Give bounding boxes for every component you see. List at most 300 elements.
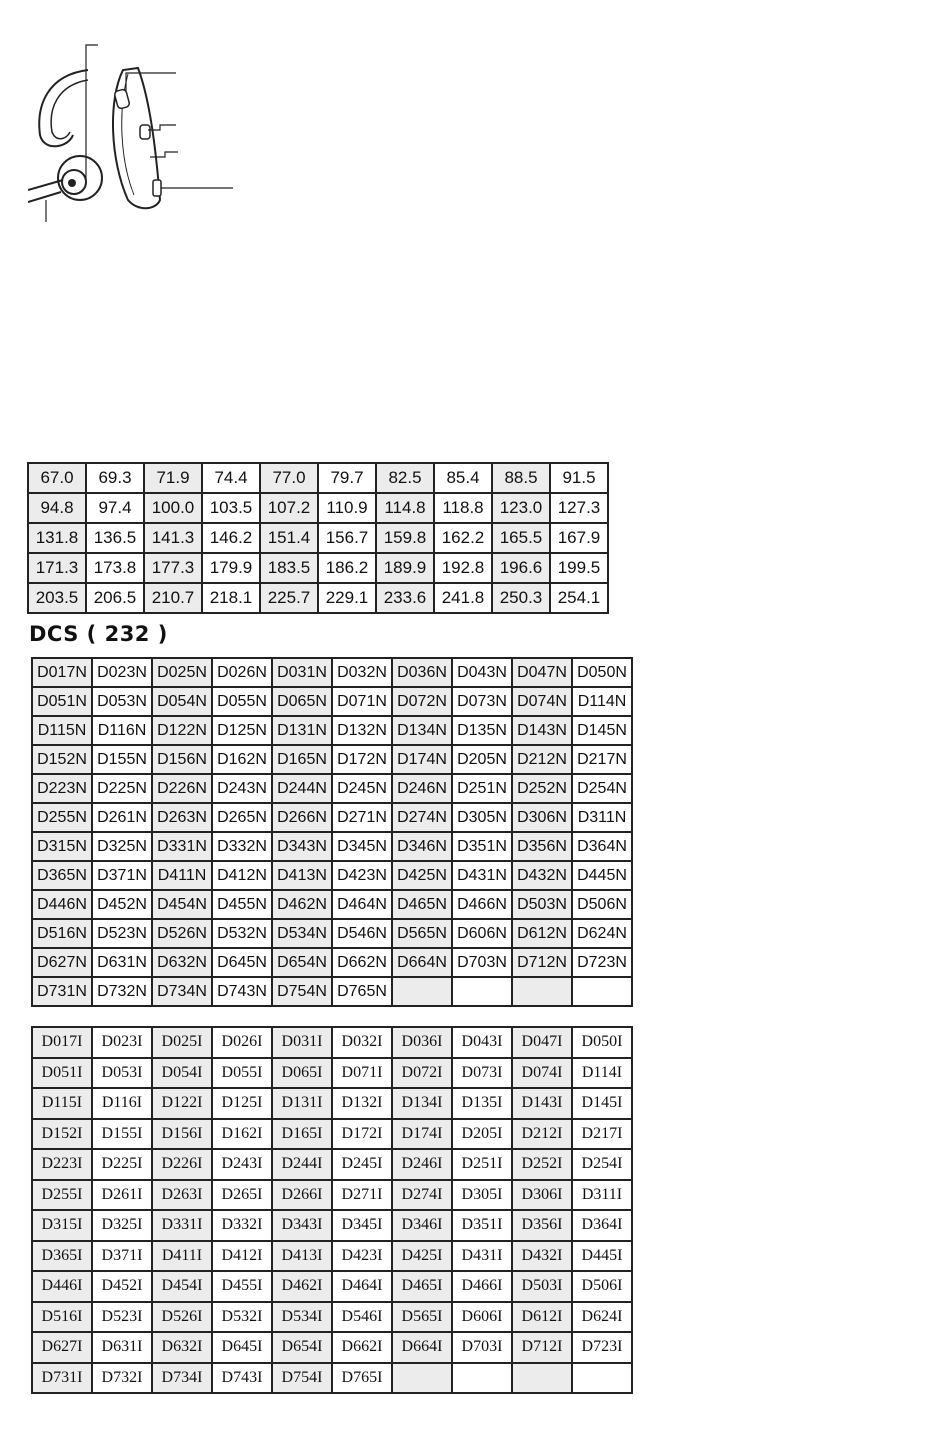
- dcs-normal-cell: D145N: [572, 716, 632, 745]
- dcs-normal-cell: D565N: [392, 919, 452, 948]
- dcs-inverted-cell: D343I: [272, 1210, 332, 1241]
- dcs-normal-cell: D122N: [152, 716, 212, 745]
- dcs-normal-cell: [392, 977, 452, 1006]
- dcs-inverted-cell: D263I: [152, 1180, 212, 1211]
- ctcss-cell: 91.5: [550, 463, 608, 493]
- dcs-normal-cell: D343N: [272, 832, 332, 861]
- dcs-normal-cell: D306N: [512, 803, 572, 832]
- dcs-inverted-cell: D134I: [392, 1088, 452, 1119]
- ctcss-cell: 229.1: [318, 583, 376, 613]
- dcs-normal-cell: D155N: [92, 745, 152, 774]
- dcs-normal-cell: D532N: [212, 919, 272, 948]
- ctcss-cell: 162.2: [434, 523, 492, 553]
- dcs-inverted-cell: D116I: [92, 1088, 152, 1119]
- dcs-inverted-cell: D017I: [32, 1027, 92, 1058]
- table-row: [32, 977, 632, 1006]
- dcs-inverted-cell: D243I: [212, 1149, 272, 1180]
- dcs-inverted-cell: D506I: [572, 1271, 632, 1302]
- dcs-inverted-cell: D464I: [332, 1271, 392, 1302]
- dcs-normal-cell: D654N: [272, 948, 332, 977]
- dcs-normal-cell: D025N: [152, 658, 212, 687]
- ctcss-cell: 165.5: [492, 523, 550, 553]
- dcs-normal-cell: D036N: [392, 658, 452, 687]
- dcs-inverted-cell: D332I: [212, 1210, 272, 1241]
- ctcss-cell: 196.6: [492, 553, 550, 583]
- dcs-inverted-cell: D251I: [452, 1149, 512, 1180]
- dcs-inverted-cell: D423I: [332, 1241, 392, 1272]
- dcs-inverted-cell: D631I: [92, 1332, 152, 1363]
- dcs-inverted-cell: D526I: [152, 1302, 212, 1333]
- table-row: [32, 1088, 632, 1119]
- dcs-normal-cell: D506N: [572, 890, 632, 919]
- dcs-inverted-cell: D252I: [512, 1149, 572, 1180]
- dcs-inverted-cell: D624I: [572, 1302, 632, 1333]
- dcs-inverted-cell: D534I: [272, 1302, 332, 1333]
- ctcss-cell: 186.2: [318, 553, 376, 583]
- ctcss-cell: 167.9: [550, 523, 608, 553]
- dcs-normal-cell: D413N: [272, 861, 332, 890]
- dcs-normal-cell: D464N: [332, 890, 392, 919]
- dcs-normal-cell: D162N: [212, 745, 272, 774]
- dcs-inverted-cell: D411I: [152, 1241, 212, 1272]
- dcs-normal-cell: D606N: [452, 919, 512, 948]
- dcs-inverted-cell: D050I: [572, 1027, 632, 1058]
- dcs-inverted-table: [31, 1026, 633, 1394]
- dcs-inverted-cell: D047I: [512, 1027, 572, 1058]
- dcs-normal-cell: D054N: [152, 687, 212, 716]
- dcs-inverted-cell: D654I: [272, 1332, 332, 1363]
- dcs-inverted-cell: D734I: [152, 1363, 212, 1394]
- dcs-inverted-cell: D345I: [332, 1210, 392, 1241]
- table-row: [32, 1210, 632, 1241]
- ctcss-cell: 141.3: [144, 523, 202, 553]
- dcs-normal-cell: D261N: [92, 803, 152, 832]
- dcs-normal-cell: D072N: [392, 687, 452, 716]
- dcs-inverted-cell: D743I: [212, 1363, 272, 1394]
- ctcss-cell: 127.3: [550, 493, 608, 523]
- dcs-normal-cell: D411N: [152, 861, 212, 890]
- dcs-inverted-cell: D143I: [512, 1088, 572, 1119]
- dcs-normal-cell: D445N: [572, 861, 632, 890]
- dcs-inverted-cell: D174I: [392, 1119, 452, 1150]
- dcs-normal-cell: D723N: [572, 948, 632, 977]
- dcs-inverted-cell: D425I: [392, 1241, 452, 1272]
- dcs-inverted-cell: D465I: [392, 1271, 452, 1302]
- dcs-inverted-cell: D413I: [272, 1241, 332, 1272]
- dcs-inverted-cell: D205I: [452, 1119, 512, 1150]
- dcs-normal-cell: D364N: [572, 832, 632, 861]
- dcs-normal-cell: D546N: [332, 919, 392, 948]
- dcs-normal-cell: D053N: [92, 687, 152, 716]
- table-row: [32, 861, 632, 890]
- dcs-normal-cell: D432N: [512, 861, 572, 890]
- table-row: [32, 687, 632, 716]
- dcs-normal-cell: D371N: [92, 861, 152, 890]
- dcs-normal-cell: D226N: [152, 774, 212, 803]
- ctcss-cell: 203.5: [28, 583, 86, 613]
- dcs-normal-cell: D431N: [452, 861, 512, 890]
- table-row: [28, 463, 608, 493]
- dcs-inverted-cell: D135I: [452, 1088, 512, 1119]
- dcs-inverted-cell: D703I: [452, 1332, 512, 1363]
- ctcss-cell: 118.8: [434, 493, 492, 523]
- ctcss-cell: 94.8: [28, 493, 86, 523]
- table-row: [32, 1363, 632, 1394]
- dcs-normal-cell: D131N: [272, 716, 332, 745]
- dcs-inverted-cell: D606I: [452, 1302, 512, 1333]
- dcs-inverted-cell: D043I: [452, 1027, 512, 1058]
- ctcss-cell: 241.8: [434, 583, 492, 613]
- dcs-inverted-cell: D131I: [272, 1088, 332, 1119]
- dcs-inverted-cell: D305I: [452, 1180, 512, 1211]
- dcs-normal-cell: D152N: [32, 745, 92, 774]
- ctcss-table: [27, 462, 609, 614]
- dcs-heading: DCS ( 232 ): [29, 622, 168, 646]
- dcs-inverted-cell: D156I: [152, 1119, 212, 1150]
- ctcss-cell: 210.7: [144, 583, 202, 613]
- dcs-normal-cell: D032N: [332, 658, 392, 687]
- dcs-normal-cell: D251N: [452, 774, 512, 803]
- dcs-inverted-cell: D172I: [332, 1119, 392, 1150]
- dcs-inverted-cell: D632I: [152, 1332, 212, 1363]
- dcs-inverted-cell: D315I: [32, 1210, 92, 1241]
- dcs-normal-cell: D217N: [572, 745, 632, 774]
- ctcss-cell: 159.8: [376, 523, 434, 553]
- dcs-normal-cell: D071N: [332, 687, 392, 716]
- dcs-normal-cell: D712N: [512, 948, 572, 977]
- dcs-normal-cell: D423N: [332, 861, 392, 890]
- dcs-normal-cell: D743N: [212, 977, 272, 1006]
- dcs-normal-cell: D523N: [92, 919, 152, 948]
- dcs-inverted-cell: [452, 1363, 512, 1394]
- ctcss-cell: 250.3: [492, 583, 550, 613]
- dcs-inverted-cell: D217I: [572, 1119, 632, 1150]
- table-row: [28, 523, 608, 553]
- dcs-normal-cell: D332N: [212, 832, 272, 861]
- table-row: [32, 745, 632, 774]
- dcs-inverted-cell: D664I: [392, 1332, 452, 1363]
- ctcss-cell: 173.8: [86, 553, 144, 583]
- dcs-inverted-cell: D023I: [92, 1027, 152, 1058]
- dcs-normal-cell: D754N: [272, 977, 332, 1006]
- dcs-normal-cell: D017N: [32, 658, 92, 687]
- dcs-normal-cell: D503N: [512, 890, 572, 919]
- dcs-inverted-cell: D371I: [92, 1241, 152, 1272]
- dcs-inverted-cell: D162I: [212, 1119, 272, 1150]
- dcs-inverted-cell: D055I: [212, 1058, 272, 1089]
- dcs-inverted-cell: D051I: [32, 1058, 92, 1089]
- table-row: [28, 583, 608, 613]
- dcs-normal-cell: D425N: [392, 861, 452, 890]
- dcs-normal-cell: D143N: [512, 716, 572, 745]
- dcs-inverted-cell: D125I: [212, 1088, 272, 1119]
- dcs-inverted-cell: D026I: [212, 1027, 272, 1058]
- dcs-inverted-cell: D265I: [212, 1180, 272, 1211]
- dcs-normal-cell: D266N: [272, 803, 332, 832]
- ctcss-cell: 206.5: [86, 583, 144, 613]
- table-row: [28, 553, 608, 583]
- ctcss-cell: 100.0: [144, 493, 202, 523]
- dcs-normal-cell: D466N: [452, 890, 512, 919]
- ctcss-cell: 88.5: [492, 463, 550, 493]
- dcs-normal-cell: D255N: [32, 803, 92, 832]
- dcs-normal-cell: D205N: [452, 745, 512, 774]
- dcs-normal-cell: D526N: [152, 919, 212, 948]
- dcs-inverted-cell: D356I: [512, 1210, 572, 1241]
- dcs-inverted-cell: D346I: [392, 1210, 452, 1241]
- dcs-inverted-cell: D223I: [32, 1149, 92, 1180]
- dcs-inverted-cell: D351I: [452, 1210, 512, 1241]
- dcs-normal-cell: D331N: [152, 832, 212, 861]
- dcs-inverted-cell: D114I: [572, 1058, 632, 1089]
- dcs-inverted-cell: D325I: [92, 1210, 152, 1241]
- dcs-inverted-cell: D071I: [332, 1058, 392, 1089]
- dcs-inverted-cell: D271I: [332, 1180, 392, 1211]
- dcs-normal-cell: D134N: [392, 716, 452, 745]
- dcs-normal-cell: D023N: [92, 658, 152, 687]
- dcs-inverted-cell: D165I: [272, 1119, 332, 1150]
- dcs-inverted-cell: D025I: [152, 1027, 212, 1058]
- ctcss-cell: 114.8: [376, 493, 434, 523]
- ctcss-cell: 189.9: [376, 553, 434, 583]
- ctcss-cell: 110.9: [318, 493, 376, 523]
- dcs-normal-cell: D252N: [512, 774, 572, 803]
- dcs-inverted-cell: D454I: [152, 1271, 212, 1302]
- dcs-normal-cell: D631N: [92, 948, 152, 977]
- dcs-inverted-cell: D523I: [92, 1302, 152, 1333]
- dcs-normal-cell: D172N: [332, 745, 392, 774]
- dcs-normal-cell: D516N: [32, 919, 92, 948]
- dcs-inverted-cell: D565I: [392, 1302, 452, 1333]
- dcs-normal-cell: D026N: [212, 658, 272, 687]
- dcs-normal-cell: D462N: [272, 890, 332, 919]
- ctcss-cell: 146.2: [202, 523, 260, 553]
- dcs-normal-cell: D125N: [212, 716, 272, 745]
- ctcss-cell: 179.9: [202, 553, 260, 583]
- dcs-normal-cell: D132N: [332, 716, 392, 745]
- ctcss-cell: 97.4: [86, 493, 144, 523]
- dcs-inverted-cell: D065I: [272, 1058, 332, 1089]
- dcs-inverted-cell: D261I: [92, 1180, 152, 1211]
- dcs-normal-cell: D074N: [512, 687, 572, 716]
- dcs-normal-cell: D664N: [392, 948, 452, 977]
- dcs-normal-cell: D065N: [272, 687, 332, 716]
- dcs-inverted-cell: D246I: [392, 1149, 452, 1180]
- dcs-normal-cell: D703N: [452, 948, 512, 977]
- table-row: [32, 716, 632, 745]
- dcs-inverted-cell: D462I: [272, 1271, 332, 1302]
- ctcss-cell: 177.3: [144, 553, 202, 583]
- table-row: [32, 890, 632, 919]
- dcs-inverted-cell: D532I: [212, 1302, 272, 1333]
- dcs-inverted-cell: D445I: [572, 1241, 632, 1272]
- dcs-normal-cell: D055N: [212, 687, 272, 716]
- dcs-inverted-cell: D122I: [152, 1088, 212, 1119]
- dcs-inverted-cell: D645I: [212, 1332, 272, 1363]
- dcs-normal-cell: D225N: [92, 774, 152, 803]
- dcs-inverted-cell: D364I: [572, 1210, 632, 1241]
- dcs-normal-cell: D612N: [512, 919, 572, 948]
- dcs-normal-cell: D356N: [512, 832, 572, 861]
- headset-illustration: [28, 40, 248, 225]
- ctcss-cell: 151.4: [260, 523, 318, 553]
- dcs-normal-cell: [572, 977, 632, 1006]
- dcs-normal-cell: D271N: [332, 803, 392, 832]
- dcs-normal-cell: D452N: [92, 890, 152, 919]
- dcs-normal-cell: D325N: [92, 832, 152, 861]
- dcs-inverted-cell: D053I: [92, 1058, 152, 1089]
- dcs-inverted-cell: D245I: [332, 1149, 392, 1180]
- dcs-inverted-cell: D627I: [32, 1332, 92, 1363]
- ctcss-cell: 171.3: [28, 553, 86, 583]
- dcs-normal-cell: D073N: [452, 687, 512, 716]
- ctcss-cell: 123.0: [492, 493, 550, 523]
- dcs-inverted-cell: D266I: [272, 1180, 332, 1211]
- dcs-inverted-cell: [392, 1363, 452, 1394]
- table-row: [32, 1058, 632, 1089]
- dcs-normal-cell: D351N: [452, 832, 512, 861]
- dcs-normal-cell: D116N: [92, 716, 152, 745]
- dcs-normal-cell: D212N: [512, 745, 572, 774]
- table-row: [32, 948, 632, 977]
- dcs-normal-cell: D645N: [212, 948, 272, 977]
- dcs-normal-cell: D446N: [32, 890, 92, 919]
- dcs-normal-cell: D346N: [392, 832, 452, 861]
- dcs-normal-cell: D050N: [572, 658, 632, 687]
- dcs-normal-cell: D135N: [452, 716, 512, 745]
- ctcss-cell: 77.0: [260, 463, 318, 493]
- dcs-normal-cell: D765N: [332, 977, 392, 1006]
- ctcss-cell: 233.6: [376, 583, 434, 613]
- dcs-normal-cell: D244N: [272, 774, 332, 803]
- ctcss-cell: 225.7: [260, 583, 318, 613]
- dcs-normal-cell: D265N: [212, 803, 272, 832]
- dcs-inverted-cell: D032I: [332, 1027, 392, 1058]
- dcs-normal-cell: D043N: [452, 658, 512, 687]
- dcs-normal-cell: D174N: [392, 745, 452, 774]
- dcs-normal-cell: D455N: [212, 890, 272, 919]
- ctcss-cell: 69.3: [86, 463, 144, 493]
- dcs-inverted-cell: D274I: [392, 1180, 452, 1211]
- ctcss-cell: 71.9: [144, 463, 202, 493]
- table-row: [32, 1027, 632, 1058]
- dcs-inverted-cell: D073I: [452, 1058, 512, 1089]
- dcs-normal-cell: D731N: [32, 977, 92, 1006]
- dcs-inverted-cell: D732I: [92, 1363, 152, 1394]
- dcs-normal-cell: D365N: [32, 861, 92, 890]
- dcs-normal-cell: D263N: [152, 803, 212, 832]
- dcs-normal-cell: D305N: [452, 803, 512, 832]
- dcs-inverted-cell: D331I: [152, 1210, 212, 1241]
- dcs-inverted-cell: D255I: [32, 1180, 92, 1211]
- dcs-normal-cell: D627N: [32, 948, 92, 977]
- dcs-normal-cell: [512, 977, 572, 1006]
- dcs-inverted-cell: D365I: [32, 1241, 92, 1272]
- dcs-inverted-cell: D516I: [32, 1302, 92, 1333]
- dcs-normal-cell: D311N: [572, 803, 632, 832]
- table-row: [32, 1149, 632, 1180]
- ctcss-cell: 254.1: [550, 583, 608, 613]
- dcs-inverted-cell: D072I: [392, 1058, 452, 1089]
- ctcss-cell: 183.5: [260, 553, 318, 583]
- dcs-inverted-cell: D244I: [272, 1149, 332, 1180]
- table-row: [32, 1302, 632, 1333]
- dcs-normal-cell: D114N: [572, 687, 632, 716]
- ctcss-cell: 67.0: [28, 463, 86, 493]
- dcs-inverted-cell: D612I: [512, 1302, 572, 1333]
- dcs-normal-table: [31, 657, 633, 1007]
- dcs-inverted-cell: D431I: [452, 1241, 512, 1272]
- dcs-inverted-cell: D152I: [32, 1119, 92, 1150]
- dcs-inverted-cell: D031I: [272, 1027, 332, 1058]
- table-row: [32, 658, 632, 687]
- dcs-inverted-cell: D225I: [92, 1149, 152, 1180]
- ctcss-cell: 192.8: [434, 553, 492, 583]
- ctcss-cell: 85.4: [434, 463, 492, 493]
- dcs-normal-cell: D315N: [32, 832, 92, 861]
- table-row: [32, 1180, 632, 1211]
- dcs-normal-cell: D115N: [32, 716, 92, 745]
- ctcss-cell: 79.7: [318, 463, 376, 493]
- dcs-inverted-cell: D115I: [32, 1088, 92, 1119]
- dcs-normal-cell: D245N: [332, 774, 392, 803]
- dcs-inverted-cell: D455I: [212, 1271, 272, 1302]
- dcs-inverted-cell: D662I: [332, 1332, 392, 1363]
- dcs-inverted-cell: [512, 1363, 572, 1394]
- dcs-inverted-cell: D036I: [392, 1027, 452, 1058]
- dcs-normal-cell: D223N: [32, 774, 92, 803]
- dcs-inverted-cell: D754I: [272, 1363, 332, 1394]
- dcs-normal-cell: D734N: [152, 977, 212, 1006]
- dcs-inverted-cell: D306I: [512, 1180, 572, 1211]
- dcs-normal-cell: D051N: [32, 687, 92, 716]
- dcs-inverted-cell: D054I: [152, 1058, 212, 1089]
- dcs-inverted-cell: D723I: [572, 1332, 632, 1363]
- dcs-normal-cell: [452, 977, 512, 1006]
- dcs-inverted-cell: D311I: [572, 1180, 632, 1211]
- dcs-normal-cell: D632N: [152, 948, 212, 977]
- dcs-normal-cell: D047N: [512, 658, 572, 687]
- dcs-normal-cell: D243N: [212, 774, 272, 803]
- dcs-normal-cell: D732N: [92, 977, 152, 1006]
- dcs-normal-cell: D465N: [392, 890, 452, 919]
- dcs-normal-cell: D165N: [272, 745, 332, 774]
- dcs-normal-cell: D156N: [152, 745, 212, 774]
- table-row: [32, 832, 632, 861]
- table-row: [32, 1271, 632, 1302]
- dcs-normal-cell: D624N: [572, 919, 632, 948]
- ctcss-cell: 218.1: [202, 583, 260, 613]
- dcs-inverted-cell: D452I: [92, 1271, 152, 1302]
- table-row: [32, 774, 632, 803]
- table-row: [32, 803, 632, 832]
- ctcss-cell: 131.8: [28, 523, 86, 553]
- dcs-inverted-cell: D731I: [32, 1363, 92, 1394]
- dcs-normal-cell: D274N: [392, 803, 452, 832]
- dcs-normal-cell: D534N: [272, 919, 332, 948]
- ctcss-cell: 74.4: [202, 463, 260, 493]
- dcs-normal-cell: D454N: [152, 890, 212, 919]
- dcs-normal-cell: D246N: [392, 774, 452, 803]
- dcs-inverted-cell: D412I: [212, 1241, 272, 1272]
- ctcss-cell: 107.2: [260, 493, 318, 523]
- dcs-inverted-cell: D155I: [92, 1119, 152, 1150]
- table-row: [32, 1241, 632, 1272]
- ctcss-cell: 156.7: [318, 523, 376, 553]
- dcs-inverted-cell: D074I: [512, 1058, 572, 1089]
- dcs-inverted-cell: D145I: [572, 1088, 632, 1119]
- dcs-normal-cell: D662N: [332, 948, 392, 977]
